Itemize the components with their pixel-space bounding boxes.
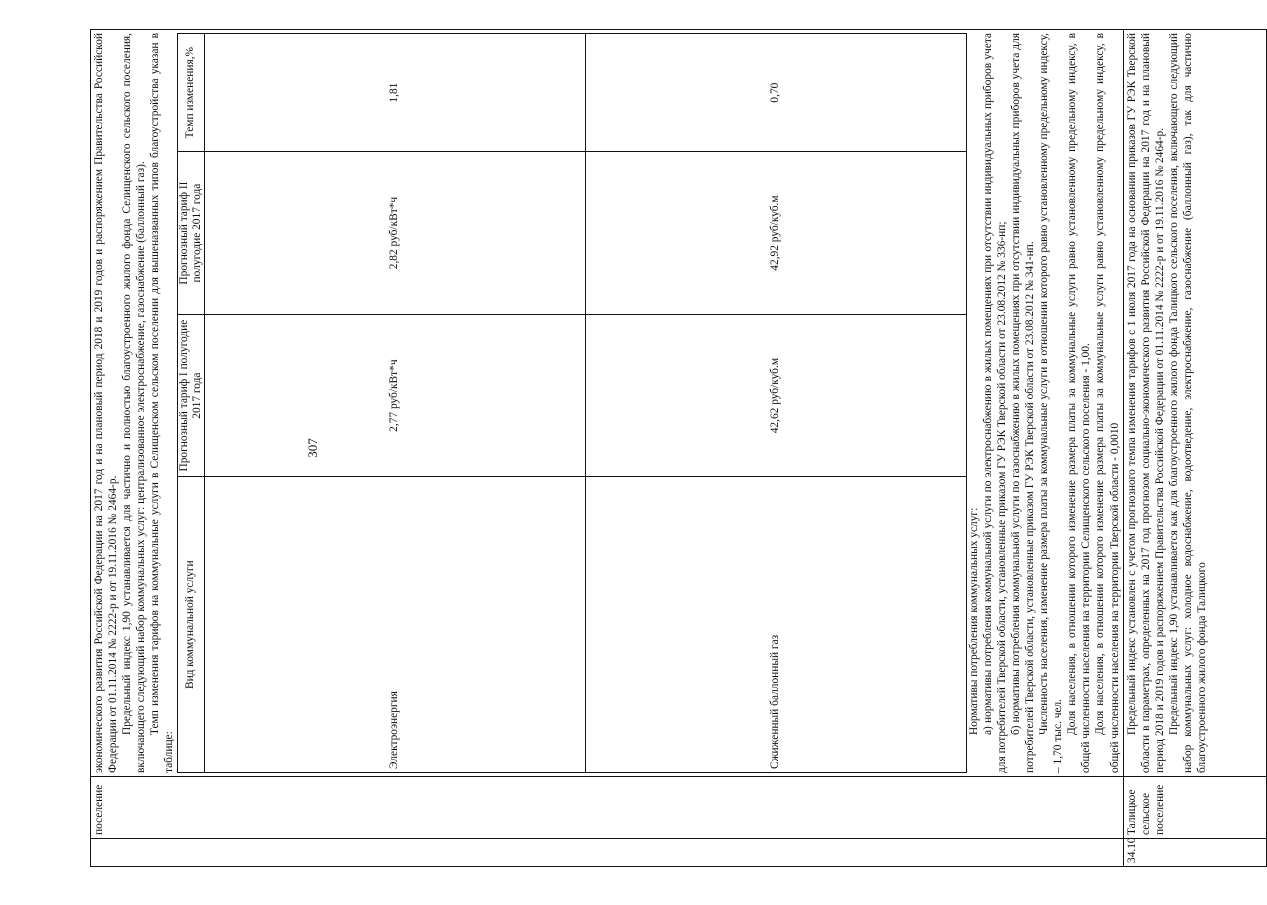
tariff-cell: Электроэнергия [204, 477, 585, 773]
table-row [1123, 30, 1266, 867]
tariff-row [204, 34, 585, 773]
paragraph: Численность населения, изменение размера платы за коммунальные услуги в отношении которого равно установленному предельному индексу, – 1,70 тыс. чел. [1038, 33, 1065, 773]
paragraph: Доля населения, в отношении которого изменение размера платы за коммунальные услуги равно установленному предельному индексу, в общей численности населения на территории Тверской области - 0,0010 [1094, 33, 1121, 773]
tariff-cell: Сжиженный баллонный газ [585, 477, 966, 773]
tariff-cell: 42,92 руб/куб.м [585, 152, 966, 315]
tariff-header: Прогнозный тариф II полугодие 2017 года [177, 152, 204, 315]
tariff-header: Прогнозный тариф I полугодие 2017 года [177, 314, 204, 477]
row-content [91, 30, 1124, 777]
document-frame [90, 29, 1209, 867]
paragraph: Предельный индекс установлен с учетом прогнозного темпа изменения тарифов с 1 июля 2017 года на основании приказов ГУ РЭК Тверской области в параметрах, определенных на 2017 год прогнозом социально-экономического развития Российской Федерации на 2017 год и на плановый период 2018 и 2019 годов и распоряжением Правительства Российской Федерации от 01.11.2014 № 2222-р и от 19.11.2016 № 2464-р. [1125, 33, 1166, 773]
tariff-header: Темп изменения,% [177, 34, 204, 152]
tariff-table [177, 33, 967, 773]
paragraph: б) нормативы потребления коммунальной услуги по газоснабжению в жилых помещениях при отсутствии индивидуальных приборов учета для потребителей Тверской области, установленные приказом ГУ РЭК Тверской области от 23.08.2012 № 341-нп. [1009, 33, 1036, 773]
row-number [91, 839, 1124, 867]
tariff-cell: 0,70 [585, 34, 966, 152]
tariff-cell: 2,82 руб/кВт*ч [204, 152, 585, 315]
tariff-header-row [177, 34, 204, 773]
tariff-cell: 2,77 руб/кВт*ч [204, 314, 585, 477]
paragraph: Доля населения, в отношении которого изменение размера платы за коммунальные услуги равно установленному предельному индексу, в общей численности населения на территории Селищенского сельского поселения - 1,00. [1066, 33, 1093, 773]
settlement-name: поселение [91, 777, 1124, 839]
paragraph: Предельный индекс 1,90 устанавливается для частично и полностью благоустроенного жилого фонда Селищенского сельского поселения, включающего следующий набор коммунальных услуг: централизованное электроснабжение, газоснабжение (баллонный газ). [121, 33, 148, 773]
tariff-header: Вид коммунальной услуги [177, 477, 204, 773]
paragraph: экономического развития Российской Федерации на 2017 год и на плановый период 2018 и 2019 годов и распоряжением Правительства Российской Федерации от 01.11.2014 № 2222-р и от 19.11.2016 № 2464-р. [93, 33, 120, 773]
rotated-document [90, 0, 1209, 905]
tariff-cell: 42,62 руб/куб.м [585, 314, 966, 477]
tariff-row [585, 34, 966, 773]
limits-table [90, 29, 1267, 867]
page-number: 307 [305, 438, 320, 458]
paragraph: Нормативы потребления коммунальных услуг: [967, 507, 980, 735]
settlement-name: Талицкое сельское поселение [1123, 777, 1266, 839]
paragraph: Предельный индекс 1,90 устанавливается как для благоустроенного жилого фонда Талицкого сельского поселения, включающего следующий набор коммунальных услуг: холодное водоснабжение, водоотведение, электроснабжение, газоснабжение (баллонный газ), так для частично благоустроенного жилого фонда Талицкого [1167, 33, 1209, 773]
paragraph: а) нормативы потребления коммунальной услуги по электроснабжению в жилых помещениях при отсутствии индивидуальных приборов учета для потребителей Тверской области, установленные приказом ГУ РЭК Тверской области от 23.08.2012 № 336-нп; [981, 33, 1008, 773]
paragraph: Темп изменения тарифов на коммунальные услуги в Селищенском сельском поселении для вышеназванных типов благоустройства указан в таблице: [149, 33, 176, 773]
table-row [91, 30, 1124, 867]
row-number: 34.10 [1123, 839, 1266, 867]
row-content [1123, 30, 1266, 777]
tariff-cell: 1,81 [204, 34, 585, 152]
